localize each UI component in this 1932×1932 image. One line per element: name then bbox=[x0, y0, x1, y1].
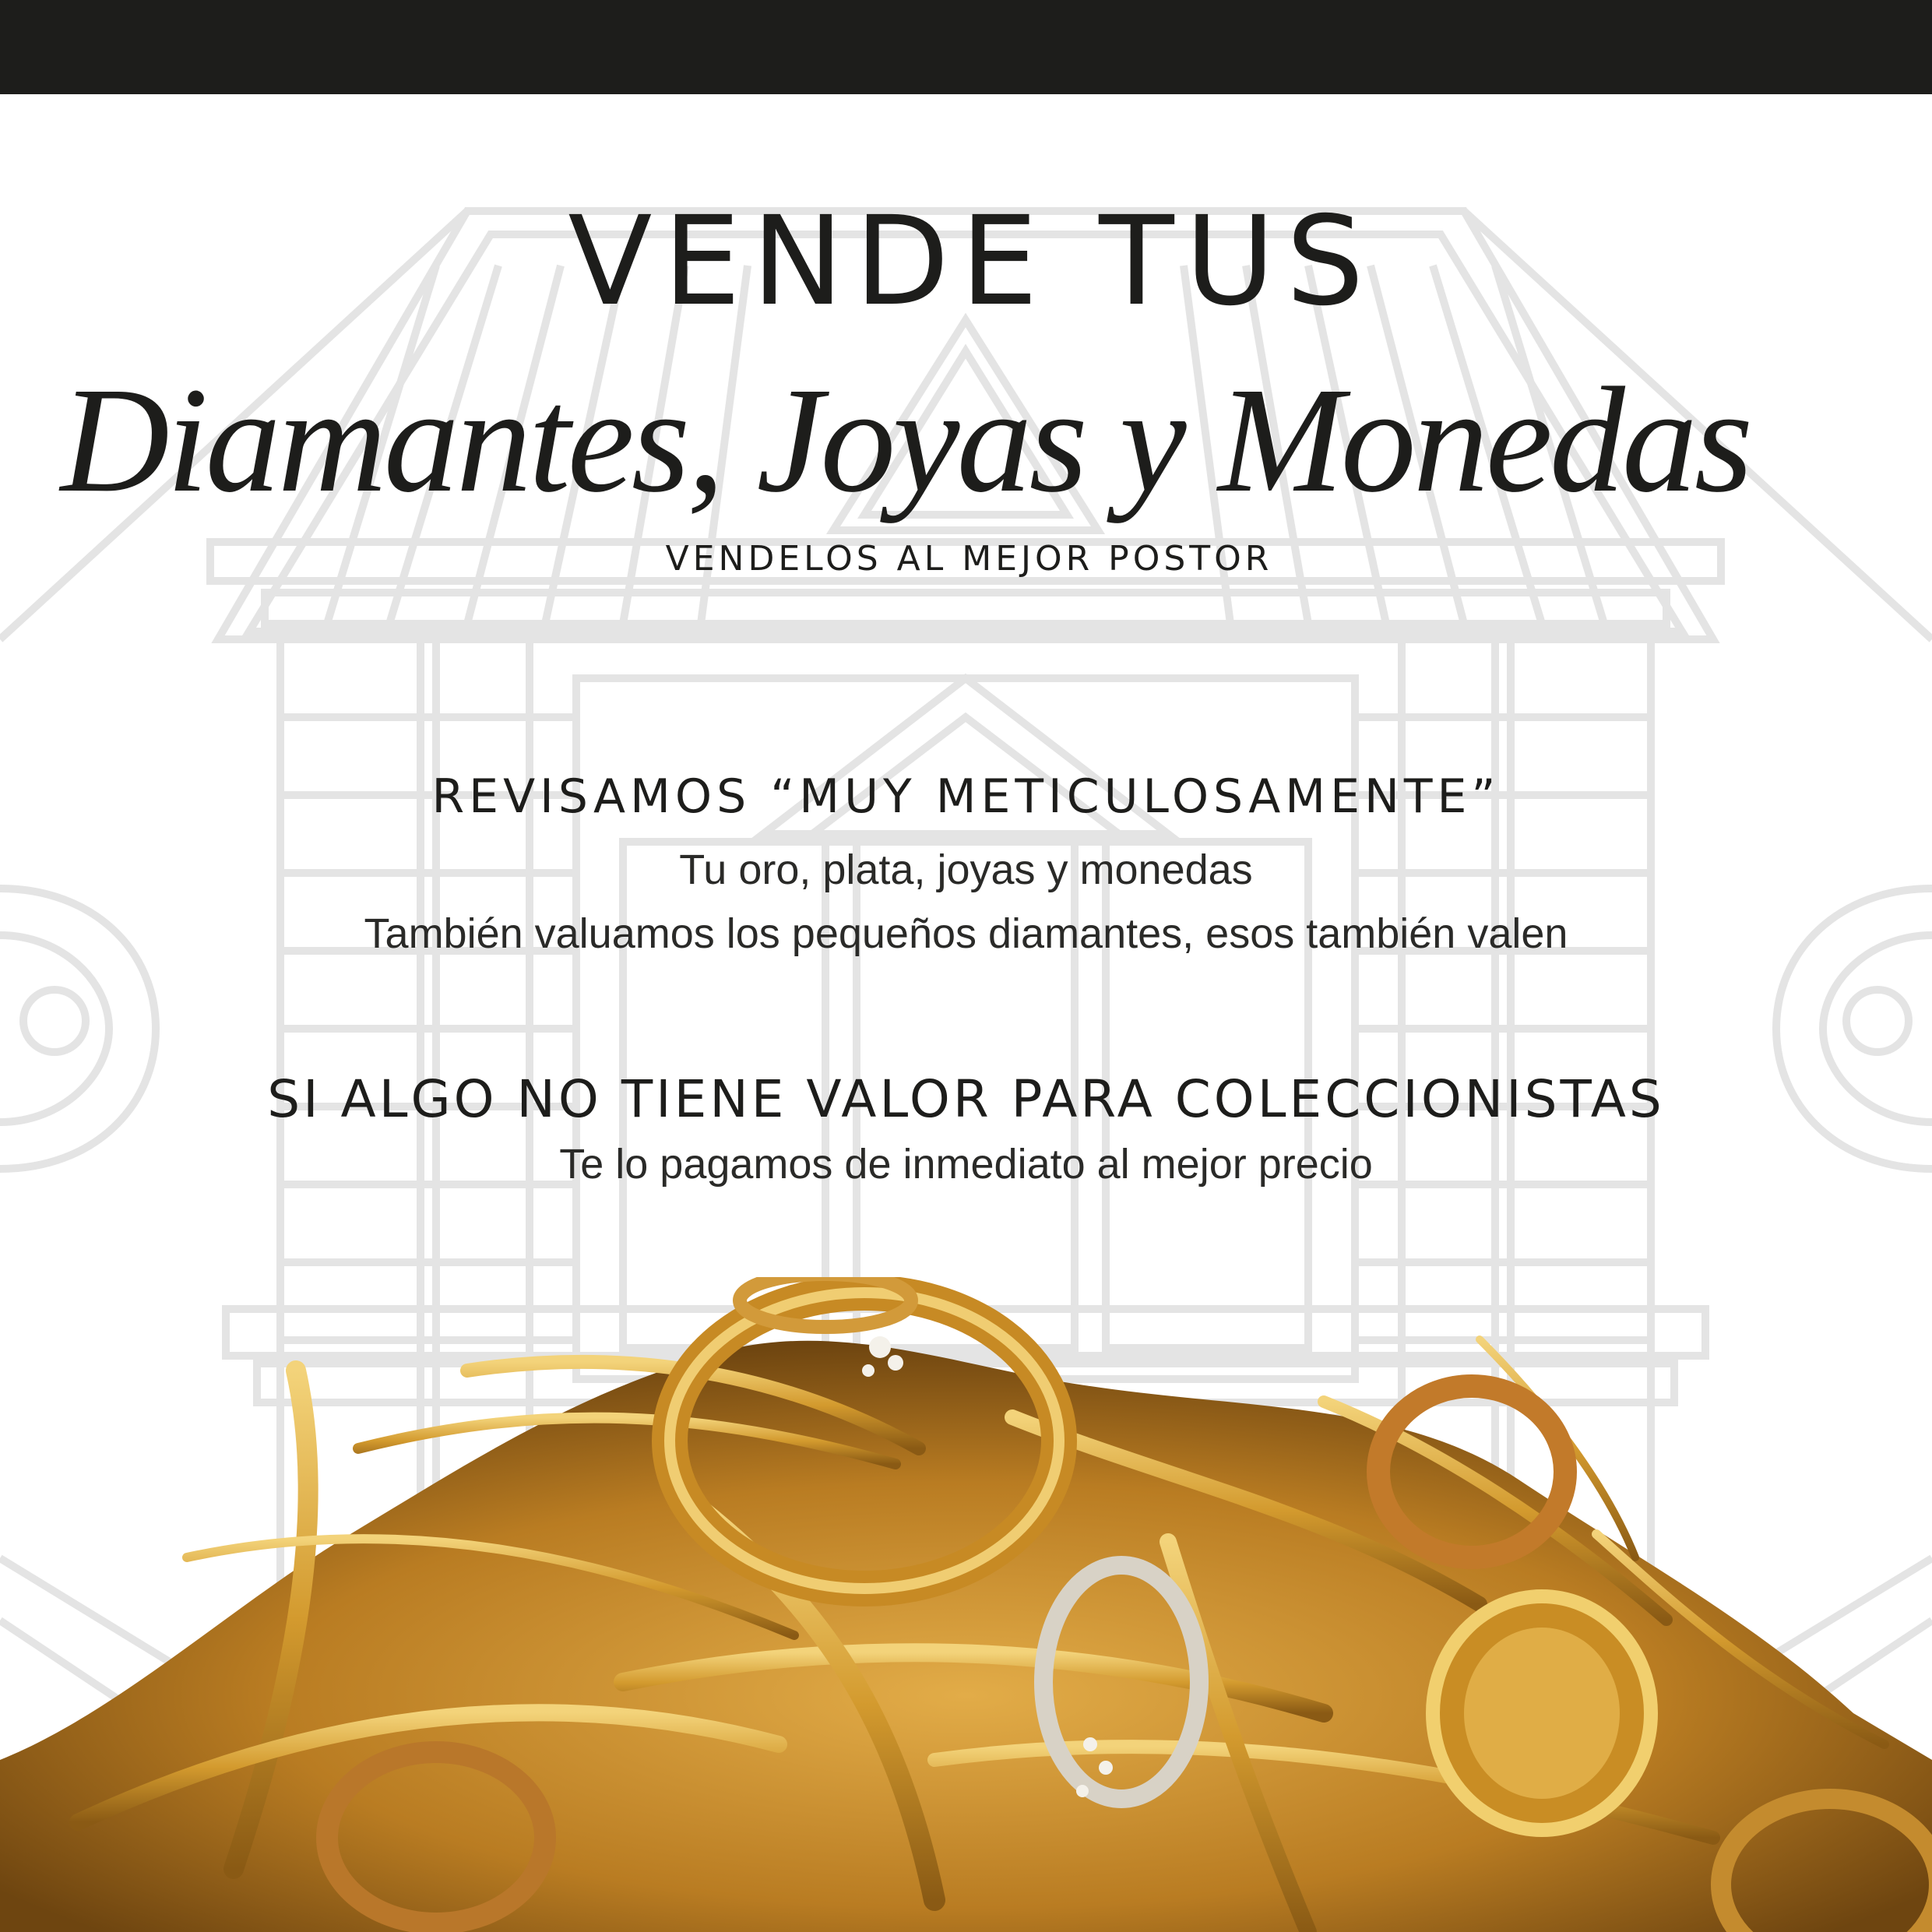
section2-heading: SI ALGO NO TIENE VALOR PARA COLECCIONISTAS bbox=[267, 1069, 1665, 1129]
subheadline: Diamantes, Joyas y Monedas bbox=[60, 356, 1751, 523]
top-bar bbox=[0, 0, 1932, 94]
section1-line1: Tu oro, plata, joyas y monedas bbox=[679, 846, 1253, 893]
section1-heading: REVISAMOS “MUY METICULOSAMENTE” bbox=[431, 769, 1501, 824]
section1-line2: También valuamos los pequeños diamantes, esos también valen bbox=[364, 910, 1568, 957]
headline: VENDE TUS bbox=[568, 190, 1375, 333]
tagline: VENDELOS AL MEJOR POSTOR bbox=[665, 539, 1273, 579]
section2-line1: Te lo pagamos de inmediato al mejor precio bbox=[559, 1141, 1373, 1188]
gold-jewelry-pile-image bbox=[0, 1277, 1932, 1932]
